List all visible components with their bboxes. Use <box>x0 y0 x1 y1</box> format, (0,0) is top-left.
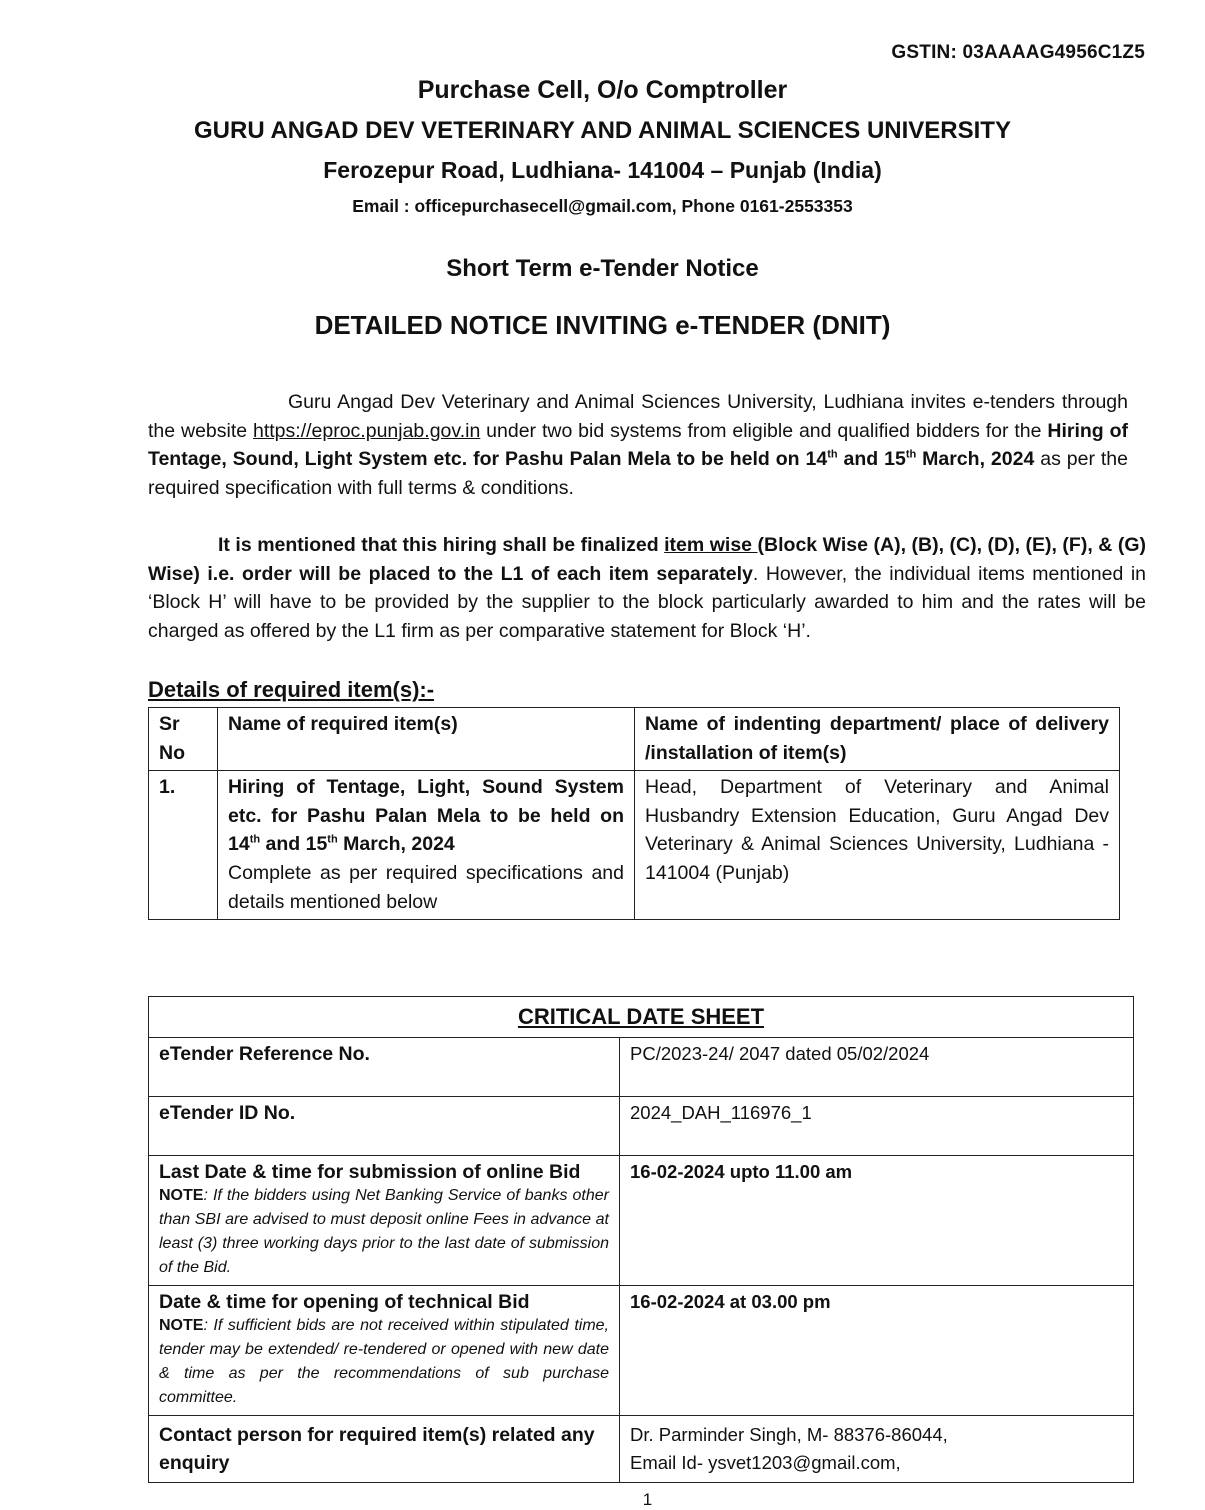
submission-note: NOTE: If the bidders using Net Banking Service of banks other than SBI are advised to must deposit online Fees in advance at least (3) three working days prior to the last date of submission of the Bid. <box>159 1187 609 1276</box>
submission-value: 16-02-2024 upto 11.00 am <box>620 1156 1134 1286</box>
contact-person-value: Dr. Parminder Singh, M- 88376-86044, Email Id- ysvet1203@gmail.com, <box>620 1416 1134 1483</box>
opening-note: NOTE: If sufficient bids are not received within stipulated time, tender may be extended/ re-tendered or opened with new date & time as per the recommendations of sub purchase committee. <box>159 1317 609 1406</box>
critical-date-sheet-title: CRITICAL DATE SHEET <box>149 997 1134 1038</box>
table-header-row <box>149 708 1120 771</box>
table-row <box>149 1038 1134 1097</box>
header-sr-no: Sr No <box>149 708 218 771</box>
items-table <box>148 707 1120 920</box>
details-heading: Details of required item(s):- <box>148 677 435 702</box>
page-number: 1 <box>642 1490 653 1509</box>
table-row <box>149 1156 1134 1286</box>
contact-email[interactable]: Email Id- ysvet1203@gmail.com, <box>630 1452 901 1473</box>
university-name: GURU ANGAD DEV VETERINARY AND ANIMAL SCIENCES UNIVERSITY <box>194 117 1011 144</box>
gstin-number: GSTIN: 03AAAAG4956C1Z5 <box>891 42 1145 63</box>
row-sr: 1. <box>149 771 218 920</box>
notice-type: Short Term e-Tender Notice <box>446 255 759 282</box>
table-row <box>149 771 1120 920</box>
row-item-name: Hiring of Tentage, Light, Sound System etc. for Pashu Palan Mela to be held on 14th and 15th March, 2024 Complete as per required specifications and details mentioned below <box>218 771 635 920</box>
tender-id-label: eTender ID No. <box>149 1097 620 1156</box>
intro-paragraph: Guru Angad Dev Veterinary and Animal Sciences University, Ludhiana invites e-tenders through the website https://eproc.punjab.gov.in under two bid systems from eligible and qualified bidders for the Hiring of Tentage, Sound, Light System etc. for Pashu Palan Mela to be held on 14th and 15th March, 2024 as per the required specification with full terms & conditions. <box>148 391 1128 499</box>
contact-line: Email : officepurchasecell@gmail.com, Phone 0161-2553353 <box>352 196 853 216</box>
table-row <box>149 1286 1134 1416</box>
reference-value: PC/2023-24/ 2047 dated 05/02/2024 <box>620 1038 1134 1097</box>
opening-value: 16-02-2024 at 03.00 pm <box>620 1286 1134 1416</box>
office-title: Purchase Cell, O/o Comptroller <box>417 76 788 104</box>
header-item-name: Name of required item(s) <box>218 708 635 771</box>
contact-person-label: Contact person for required item(s) related any enquiry <box>149 1416 620 1483</box>
eproc-link[interactable]: https://eproc.punjab.gov.in <box>253 419 481 442</box>
header-department: Name of indenting department/ place of delivery /installation of item(s) <box>635 708 1120 771</box>
table-row <box>149 1097 1134 1156</box>
itemwise-paragraph: It is mentioned that this hiring shall be finalized item wise (Block Wise (A), (B), (C), (D), (E), (F), & (G) Wise) i.e. order will be placed to the L1 of each item separately. However, the individual items mentioned in ‘Block H’ will have to be provided by the supplier to the block particularly awarded to him and the rates will be charged as offered by the L1 firm as per comparative statement for Block ‘H’. <box>148 534 1146 642</box>
table-row <box>149 1416 1134 1483</box>
notice-title: DETAILED NOTICE INVITING e-TENDER (DNIT) <box>314 310 891 340</box>
reference-label: eTender Reference No. <box>149 1038 620 1097</box>
university-address: Ferozepur Road, Ludhiana- 141004 – Punjab (India) <box>323 157 882 183</box>
row-department: Head, Department of Veterinary and Animal Husbandry Extension Education, Guru Angad Dev Veterinary & Animal Sciences University, Ludhiana - 141004 (Punjab) <box>635 771 1120 920</box>
critical-date-sheet <box>148 996 1134 1483</box>
opening-label: Date & time for opening of technical Bid NOTE: If sufficient bids are not received within stipulated time, tender may be extended/ re-tendered or opened with new date & time as per the recommendations of sub purchase committee. <box>149 1286 620 1416</box>
tender-id-value: 2024_DAH_116976_1 <box>620 1097 1134 1156</box>
submission-label: Last Date & time for submission of online Bid NOTE: If the bidders using Net Banking Service of banks other than SBI are advised to must deposit online Fees in advance at least (3) three working days prior to the last date of submission of the Bid. <box>149 1156 620 1286</box>
